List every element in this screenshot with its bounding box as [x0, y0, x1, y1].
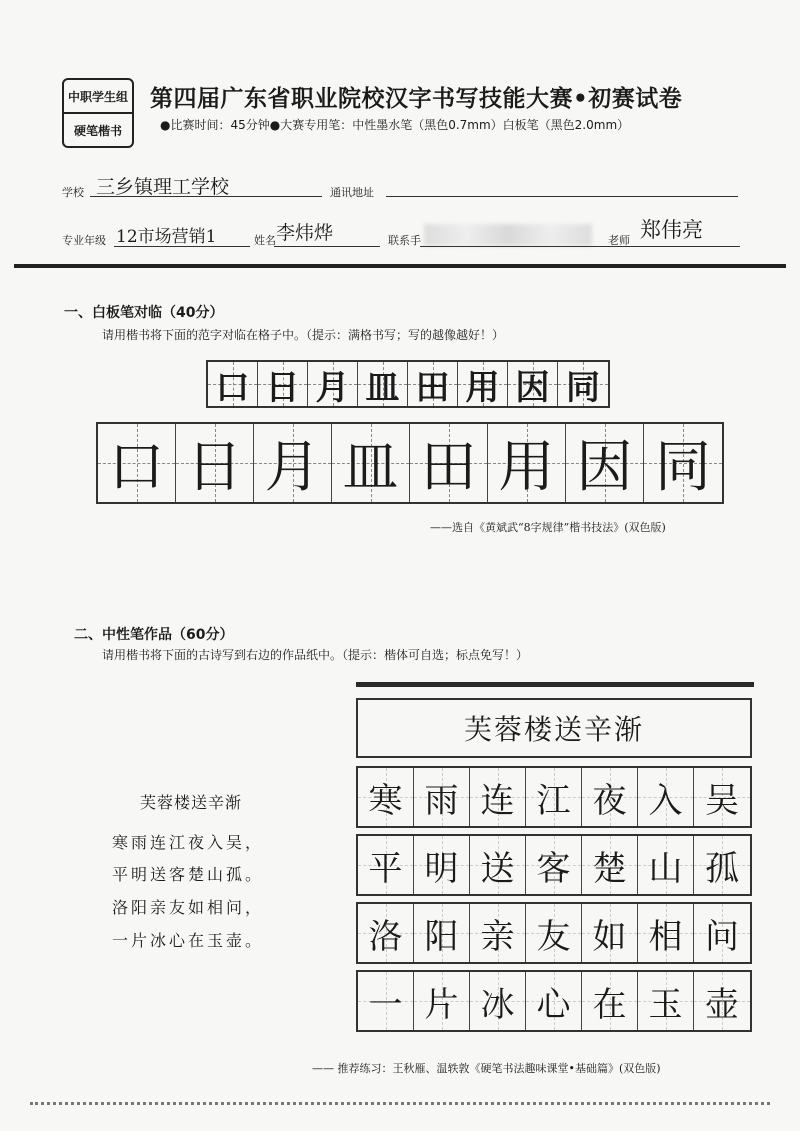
work-cell: 江 — [526, 768, 582, 826]
major-label: 专业年级 — [62, 234, 106, 247]
work-cell: 友 — [526, 904, 582, 962]
work-cell: 心 — [526, 972, 582, 1030]
work-cell: 吴 — [694, 768, 750, 826]
work-cell: 寒 — [358, 768, 414, 826]
copy-cell: 用 — [488, 424, 566, 502]
category-badge — [62, 78, 134, 148]
footer-rule — [30, 1102, 770, 1105]
address-label: 通讯地址 — [330, 186, 374, 199]
work-cell: 在 — [582, 972, 638, 1030]
section1-source: ——选自《黄斌武“8字规律”楷书技法》(双色版) — [430, 521, 666, 534]
page-title: 第四届广东省职业院校汉字书写技能大赛•初赛试卷 — [150, 86, 683, 112]
poem-line: 寒雨连江夜入吴， — [112, 833, 265, 852]
work-title-box — [356, 698, 752, 758]
poem-line: 洛阳亲友如相问， — [112, 898, 265, 917]
model-cell: 月 — [308, 362, 358, 406]
work-title: 芙蓉楼送辛渐 — [463, 713, 644, 746]
address-underline — [386, 196, 738, 197]
model-cell: 用 — [458, 362, 508, 406]
model-char-grid — [206, 360, 610, 408]
section2-title: 二、中性笔作品（60分） — [74, 627, 234, 643]
work-cell: 山 — [638, 836, 694, 894]
model-cell: 同 — [558, 362, 608, 406]
badge-script-label: 硬笔楷书 — [73, 123, 122, 138]
work-cell: 相 — [638, 904, 694, 962]
teacher-value: 郑伟亮 — [640, 218, 703, 242]
school-label: 学校 — [62, 186, 84, 199]
redacted-phone — [424, 224, 592, 246]
badge-group-label: 中职学生组 — [64, 80, 132, 114]
work-row — [356, 902, 752, 964]
work-cell: 冰 — [470, 972, 526, 1030]
work-row — [356, 834, 752, 896]
model-cell: 因 — [508, 362, 558, 406]
copy-cell: 月 — [254, 424, 332, 502]
name-underline — [274, 246, 380, 247]
work-cell: 一 — [358, 972, 414, 1030]
school-value: 三乡镇理工学校 — [96, 176, 230, 198]
work-cell: 楚 — [582, 836, 638, 894]
work-row — [356, 766, 752, 828]
copy-cell: 田 — [410, 424, 488, 502]
work-cell: 壶 — [694, 972, 750, 1030]
poem-title: 芙蓉楼送辛渐 — [140, 793, 243, 812]
work-cell: 客 — [526, 836, 582, 894]
work-cell: 如 — [582, 904, 638, 962]
major-value: 12市场营销1 — [116, 227, 217, 247]
copy-cell: 因 — [566, 424, 644, 502]
phone-label: 联系手 — [388, 234, 421, 247]
exam-info: ●比赛时间：45分钟●大赛专用笔：中性墨水笔（黑色0.7mm）白板笔（黑色2.0mm） — [160, 118, 630, 132]
copy-cell: 日 — [176, 424, 254, 502]
copy-cell: 皿 — [332, 424, 410, 502]
work-cell: 夜 — [582, 768, 638, 826]
work-cell: 亲 — [470, 904, 526, 962]
school-underline — [90, 196, 322, 197]
name-label: 姓名 — [254, 234, 276, 247]
poem-line: 平明送客楚山孤。 — [112, 865, 265, 884]
work-cell: 入 — [638, 768, 694, 826]
copy-cell: 口 — [98, 424, 176, 502]
recommend-note: —— 推荐练习：王秋雁、温轶敦《硬笔书法趣味课堂•基础篇》(双色版) — [312, 1062, 661, 1075]
work-cell: 雨 — [414, 768, 470, 826]
work-paper-top-bar — [356, 682, 754, 687]
work-cell: 玉 — [638, 972, 694, 1030]
work-cell: 阳 — [414, 904, 470, 962]
work-cell: 洛 — [358, 904, 414, 962]
work-cell: 送 — [470, 836, 526, 894]
teacher-label: 老师 — [608, 234, 630, 247]
work-cell: 平 — [358, 836, 414, 894]
model-cell: 田 — [408, 362, 458, 406]
model-cell: 日 — [258, 362, 308, 406]
name-value: 李炜烨 — [276, 222, 334, 244]
section1-instruction: 请用楷书将下面的范字对临在格子中。（提示：满格书写；写的越像越好！） — [102, 328, 505, 342]
work-cell: 明 — [414, 836, 470, 894]
model-cell: 口 — [208, 362, 258, 406]
section1-title: 一、白板笔对临（40分） — [64, 305, 224, 321]
work-cell: 片 — [414, 972, 470, 1030]
poem-line: 一片冰心在玉壶。 — [112, 931, 265, 950]
header-divider — [14, 264, 786, 268]
work-row — [356, 970, 752, 1032]
major-underline — [114, 246, 250, 247]
work-cell: 问 — [694, 904, 750, 962]
copy-cell: 同 — [644, 424, 722, 502]
section2-instruction: 请用楷书将下面的古诗写到右边的作品纸中。（提示：楷体可自选；标点免写！） — [102, 648, 529, 662]
work-cell: 连 — [470, 768, 526, 826]
work-cell: 孤 — [694, 836, 750, 894]
model-cell: 皿 — [358, 362, 408, 406]
copy-char-grid — [96, 422, 724, 504]
phone-teacher-underline — [420, 246, 740, 247]
